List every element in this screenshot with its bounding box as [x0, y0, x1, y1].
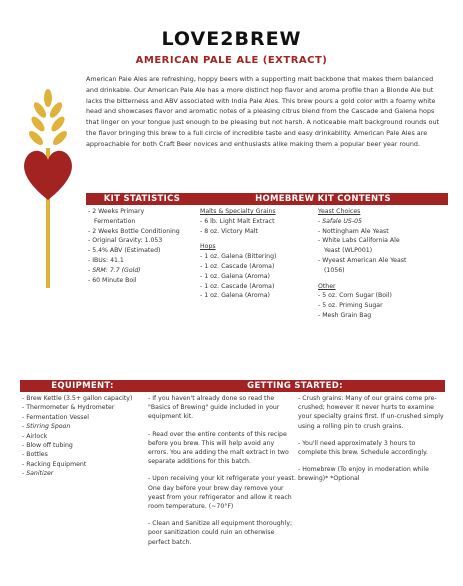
yeast-item: - Wyeast American Ale Yeast: [318, 256, 407, 264]
equipment-item: - Stirring Spoon: [22, 423, 71, 431]
other-header: Other: [318, 282, 336, 290]
getting-started-heading: GETTING STARTED:: [145, 380, 445, 392]
kit-contents-heading: HOMEBREW KIT CONTENTS: [198, 193, 448, 205]
instruction-paragraph: - Upon receiving your kit refrigerate your yeast. One day before your brew day remove your yeast from your refrigerator and allow it reach room temperature. (~70°F): [148, 475, 296, 511]
yeast-header: Yeast Choices: [318, 208, 361, 215]
brand-title: LOVE2BREW: [161, 28, 302, 50]
equipment-item: - Bottles: [22, 451, 48, 459]
yeast-other-column: [318, 207, 448, 321]
getting-started-column-1: [148, 394, 296, 555]
instruction-paragraph: - Read over the entire contents of this recipe before you brew. This will help avoid any errors. You are adding the malt extract in two separate additions for this batch.: [148, 430, 289, 466]
malts-header: Malts & Specialty Grains: [200, 208, 276, 215]
hop-item: - 1 oz. Cascade (Aroma): [200, 282, 275, 290]
stat-item: - 60 Minute Boil: [88, 276, 137, 284]
instruction-paragraph: - If you haven't already done so read the "Basics of Brewing" guide included in your equipment kit.: [148, 395, 280, 421]
stat-item: - Original Gravity: 1.053: [88, 237, 163, 245]
equipment-item: - Racking Equipment: [22, 460, 87, 468]
yeast-item: - Safale US-05: [318, 217, 362, 225]
hops-header: Hops: [200, 243, 216, 251]
hop-item: - 1 oz. Galena (Aroma): [200, 292, 270, 300]
malts-hops-column: [200, 207, 312, 301]
instruction-paragraph: - Clean and Sanitize all equipment thoroughly; poor sanitization could ruin an otherwise perfect batch.: [148, 520, 293, 546]
hop-item: - 1 oz. Galena (Bittering): [200, 253, 277, 261]
intro-paragraph: American Pale Ales are refreshing, hoppy beers with a supporting malt backbone that makes them balanced and drinkable. Our American Pale Ale has a more distinct hop flavor and aroma profile than a Blonde Ale but lacks the bitterness and ABV associated with India Pale Ales. This brew pours a gold color with a foamy white head and showcases flavor and aromatic notes of a pleasing citrus blend from the Cascade and Galena hops that linger on your tongue just enough to be pleasing but not harsh. A noticeable malt background rounds out the flavor bringing this brew to a full circle of incredible taste and easy drinkability. American Pale Ales are approachable for both Craft Beer novices and enthusiasts alike making them a popular beer year round.: [86, 75, 439, 148]
yeast-item: - Nottingham Ale Yeast: [318, 227, 389, 235]
hop-item: - 1 oz. Cascade (Aroma): [200, 262, 275, 270]
yeast-item: (1056): [324, 266, 345, 274]
equipment-item: - Thermometer & Hydrometer: [22, 404, 115, 412]
equipment-item: - Airlock: [22, 432, 48, 440]
other-item: - Mesh Grain Bag: [318, 311, 372, 319]
instruction-paragraph: - You'll need approximately 3 hours to complete this brew. Schedule accordingly.: [298, 439, 428, 457]
hop-item: - 1 oz. Galena (Aroma): [200, 272, 270, 280]
getting-started-column-2: [298, 394, 446, 492]
equipment-heading: EQUIPMENT:: [20, 380, 145, 392]
other-item: - 5 oz. Corn Sugar (Boil): [318, 292, 392, 300]
yeast-item: Yeast (WLP001): [324, 247, 373, 255]
stat-item: - 5.4% ABV (Estimated): [88, 247, 161, 255]
malt-item: - 8 oz. Victory Malt: [200, 227, 258, 235]
malt-item: - 6 lb. Light Malt Extract: [200, 217, 275, 225]
equipment-item: - Brew Kettle (3.5+ gallon capacity): [22, 395, 133, 402]
stat-item: Fermentation: [94, 217, 136, 225]
instruction-paragraph: - Crush grains: Many of our grains come pre-crushed; however it never hurts to examine your specialty grains first. If un-crushed simply using a rolling pin to crush grains.: [298, 395, 444, 430]
stat-item: - IBUs: 41.1: [88, 256, 124, 264]
kit-statistics-heading: KIT STATISTICS: [86, 193, 198, 205]
yeast-item: - White Labs California Ale: [318, 237, 400, 245]
recipe-subtitle: AMERICAN PALE ALE (EXTRACT): [135, 55, 328, 66]
stat-item: - SRM: 7.7 (Gold): [88, 266, 141, 274]
other-item: - 5 oz. Priming Sugar: [318, 302, 383, 310]
stat-item: - 2 Weeks Primary: [88, 208, 145, 215]
equipment-item: - Fermentation Vessel: [22, 413, 89, 421]
stat-item: - 2 Weeks Bottle Conditioning: [88, 227, 180, 235]
equipment-item: - Sanitizer: [22, 470, 54, 478]
equipment-item: - Blow off tubing: [22, 442, 73, 450]
equipment-list: [22, 394, 145, 479]
instruction-paragraph: - Homebrew (To enjoy in moderation while brewing)* *Optional: [298, 466, 429, 483]
wheat-heart-logo: [18, 88, 78, 288]
kit-statistics-list: [88, 207, 196, 285]
